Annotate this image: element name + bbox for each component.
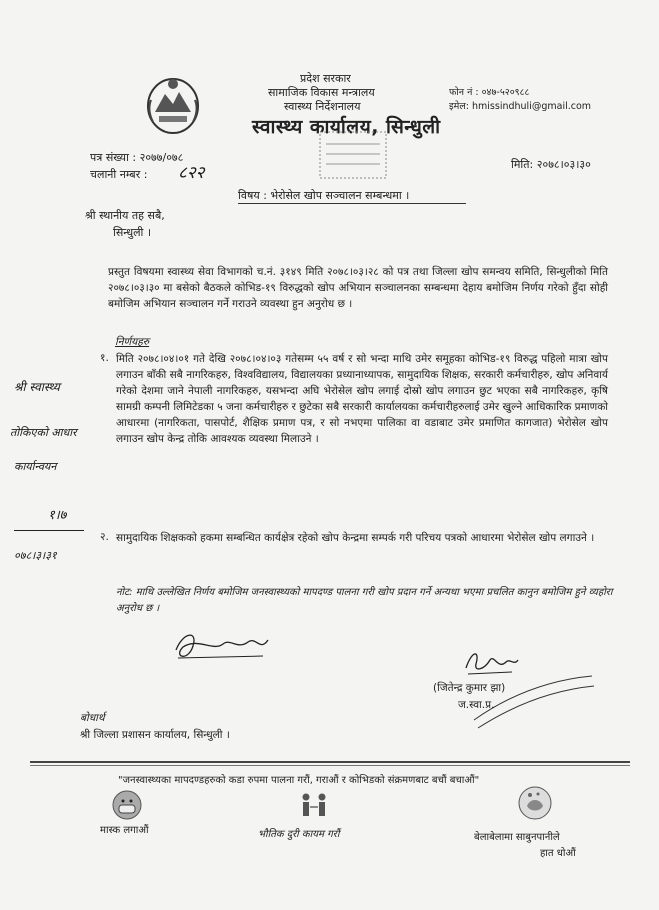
footer-rule-thin (30, 765, 630, 766)
cc-line-1: श्री जिल्ला प्रशासन कार्यालय, सिन्धुली । (80, 729, 230, 741)
reference-number: पत्र संख्या : २०७७/०७८ (90, 151, 184, 164)
intro-paragraph: प्रस्तुत विषयमा स्वास्थ्य सेवा विभागको च.नं. ३१४९ मिति २०७८।०३।२८ को पत्र तथा जिल्ला खोप समन्वय समिति, सिन्धुलीको मिति २०७८।०३।३० मा बसेको बैठकले कोभिड-१९ विरुद्धको खोप अभियान सञ्चालनका सम्बन्धमा देहाय बमोजिम निर्णय गरेको हुँदा सोही बमोजिम अभियान सञ्चालन गर्ने गराउने व्यवस्था हुन अनुरोध छ । (108, 266, 608, 310)
signatory-name: (जितेन्द्र कुमार झा) (433, 682, 506, 694)
decisions-heading: निर्णयहरु (115, 336, 150, 348)
phone-number: फोन नं : ०४७-५२०९८८ (449, 87, 530, 98)
dispatch-number: ८२२ (178, 163, 205, 183)
cc-heading: बोधार्थ (80, 712, 105, 724)
decision-item-1: मिति २०७८।०४।०१ गते देखि २०७८।०४।०३ गतेसम्म ५५ वर्ष र सो भन्दा माथि उमेर समूहका कोभिड-१९ विरुद्ध पहिलो मात्रा खोप लगाउन बाँकी सबै नागरिकहरु, विश्वविद्यालय, विद्यालयका प्रध्यानाध्यापक, सामुदायिक शिक्षक, सरकारी कर्मचारीहरु, खोप अनिवार्य गरेको देशमा जाने नेपाली नागरिकहरु, यसभन्दा अघि भेरोसेल खोप लगाई दोस्रो खोप लगाउन छुट भएका सबै नागरिकहरु, कृषि सामग्री कम्पनी लिमिटेडका ५ जना कर्मचारीहरु र छुटेका सबै सरकारी कार्यालयका कर्मचारीहरुलाई उमेर खुल्ने आधिकारिक प्रमाणको आधारमा (नागरिकता, पासपोर्ट, शैक्षिक प्रमाण पत्र, र सो नभएमा पालिका वा वडाबाट उमेर प्रमाणित कागजात) भेरोसेल खोप लगाउन खोप केन्द्र तोकि आवश्यक व्यवस्था मिलाउने । (116, 353, 608, 445)
recipient-line-1: श्री स्थानीय तह सबै, (85, 209, 165, 222)
caption-distance: भौतिक दुरी कायम गरौं (258, 829, 340, 840)
subject-underline (238, 203, 466, 204)
caption-handwash-2: हात धोऔं (540, 848, 576, 859)
mask-icon (112, 790, 142, 820)
margin-note-2: तोकिएको आधार (10, 426, 77, 439)
margin-divider (14, 530, 84, 531)
margin-note-4: १।७ (48, 508, 67, 523)
decision-item-2: सामुदायिक शिक्षकको हकमा सम्बन्धित कार्यक्षेत्र रहेको खोप केन्द्रमा सम्पर्क गरी परिचय पत्रको आधारमा भेरोसेल खोप लगाउने । (116, 532, 595, 544)
dispatch-label: चलानी नम्बर : (90, 168, 148, 181)
nepal-emblem-icon (145, 70, 201, 136)
caption-handwash-1: बेलाबेलामा साबुनपानीले (474, 832, 560, 843)
distance-icon (300, 791, 328, 823)
email-address: इमेल: hmissindhuli@gmail.com (449, 101, 592, 112)
recipient-line-2: सिन्धुली । (113, 226, 152, 239)
footer-rule (30, 761, 630, 763)
office-stamp-icon (318, 130, 388, 180)
signatory-title: ज.स्वा.प्र. (458, 699, 495, 711)
margin-note-1: श्री स्वास्थ्य (14, 380, 60, 394)
header-line-3: स्वास्थ्य निर्देशनालय (284, 100, 361, 113)
note-paragraph: नोट: माथि उल्लेखित निर्णय बमोजिम जनस्वास्थ्यको मापदण्ड पालना गरी खोप प्रदान गर्ने अन्यथा भएमा प्रचलित कानुन बमोजिम हुने व्यहोरा अनुरोध छ । (116, 587, 613, 614)
margin-note-3: कार्यान्वयन (14, 460, 57, 473)
footer-slogan: "जनस्वास्थ्यका मापदण्डहरुको कडा रुपमा पालना गरौं, गराऔं र कोभिडको संक्रमणबाट बचौं बचाऔं" (118, 775, 480, 786)
header-line-2: सामाजिक विकास मन्त्रालय (268, 86, 375, 99)
margin-note-5: ०७८।३।३१ (14, 549, 57, 562)
letter-date: मिति: २०७८।०३।३० (511, 158, 591, 171)
item-1-number: १. (100, 352, 109, 364)
caption-mask: मास्क लगाऔं (100, 825, 149, 836)
subject-line: विषय : भेरोसेल खोप सञ्चालन सम्बन्धमा । (238, 189, 410, 202)
left-signature-icon (168, 622, 278, 667)
handwash-icon (518, 786, 552, 820)
header-line-1: प्रदेश सरकार (300, 72, 351, 85)
office-name: स्वास्थ्य कार्यालय, सिन्धुली (252, 116, 441, 138)
item-2-number: २. (100, 531, 109, 543)
